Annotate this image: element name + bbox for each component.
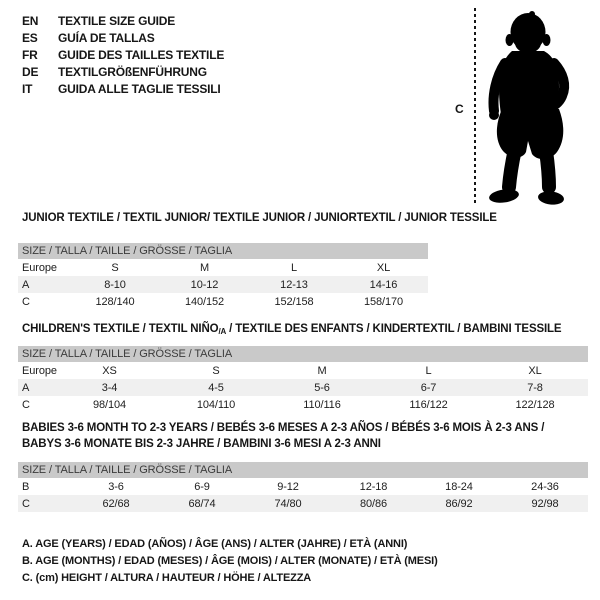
size-cell: M — [317, 364, 327, 377]
babies-title-line: BABIES 3-6 MONTH TO 2-3 YEARS / BEBÉS 3-6 MESES A 2-3 AÑOS / BÉBÉS 3-6 MOIS À 2-3 ANS / — [22, 422, 545, 434]
table-row — [18, 379, 588, 396]
language-title: GUIDE DES TAILLES TEXTILE — [58, 48, 225, 62]
children-title-subscript: /A — [218, 327, 227, 336]
value-cell: 18-24 — [445, 480, 473, 493]
language-code: EN — [22, 14, 39, 28]
value-cell: 116/122 — [409, 398, 448, 411]
value-cell: 10-12 — [190, 278, 219, 291]
size-cell: S — [111, 261, 119, 274]
value-cell: 80/86 — [359, 497, 388, 510]
language-code: IT — [22, 82, 33, 96]
row-label-cell: C — [22, 398, 30, 411]
value-cell: 6-7 — [420, 381, 437, 394]
size-header-bar: SIZE / TALLA / TAILLE / GRÖSSE / TAGLIA — [18, 462, 588, 478]
children-table-grid — [18, 362, 588, 413]
language-title-list — [22, 13, 224, 98]
row-label-cell: B — [22, 480, 30, 493]
size-cell: S — [212, 364, 220, 377]
value-cell: 9-12 — [277, 480, 299, 493]
value-cell: 140/152 — [184, 295, 225, 308]
value-cell: 158/170 — [363, 295, 404, 308]
babies-table-title — [22, 420, 544, 452]
legend-line-height: C. (cm) HEIGHT / ALTURA / HAUTEUR / HÖHE / ALTEZZA — [22, 572, 312, 584]
language-code: DE — [22, 65, 39, 79]
value-cell: 12-13 — [280, 278, 308, 291]
language-title: TEXTILGRÖßENFÜHRUNG — [58, 65, 207, 79]
children-table-title — [22, 321, 561, 338]
row-label-cell: Europe — [22, 364, 57, 377]
value-cell: 12-18 — [359, 480, 388, 493]
value-cell: 122/128 — [515, 398, 555, 411]
size-cell: L — [425, 364, 432, 377]
legend-line-age-months: B. AGE (MONTHS) / EDAD (MESES) / ÂGE (MOIS) / ALTER (MONATE) / ETÀ (MESI) — [22, 555, 438, 567]
language-row — [22, 13, 224, 30]
size-header-bar: SIZE / TALLA / TAILLE / GRÖSSE / TAGLIA — [18, 346, 588, 362]
value-cell: 24-36 — [531, 480, 559, 493]
value-cell: 104/110 — [196, 398, 236, 411]
value-cell: 128/140 — [95, 295, 135, 308]
value-cell: 92/98 — [531, 497, 559, 510]
children-title-part: CHILDREN'S TEXTILE / TEXTIL NIÑO — [22, 323, 219, 335]
language-title: TEXTILE SIZE GUIDE — [58, 14, 176, 28]
language-row — [22, 30, 224, 47]
value-cell: 62/68 — [102, 497, 130, 510]
size-cell: L — [290, 261, 298, 274]
baby-silhouette-icon — [482, 5, 586, 213]
legend-line-age-years: A. AGE (YEARS) / EDAD (AÑOS) / ÂGE (ANS) / ALTER (JAHRE) / ETÀ (ANNI) — [22, 538, 408, 550]
babies-size-table — [18, 462, 588, 512]
row-label-cell: C — [22, 295, 30, 308]
row-label-cell: A — [22, 278, 30, 291]
table-row — [18, 478, 588, 495]
language-title: GUIDA ALLE TAGLIE TESSILI — [58, 82, 221, 96]
height-label: C — [455, 102, 464, 116]
table-row — [18, 276, 428, 293]
size-header-bar: SIZE / TALLA / TAILLE / GRÖSSE / TAGLIA — [18, 243, 428, 259]
junior-table-title: JUNIOR TEXTILE / TEXTIL JUNIOR/ TEXTILE JUNIOR / JUNIORTEXTIL / JUNIOR TESSILE — [22, 212, 497, 224]
value-cell: 14-16 — [369, 278, 398, 291]
value-cell: 3-6 — [108, 480, 124, 493]
value-cell: 5-6 — [314, 381, 330, 394]
value-cell: 152/158 — [274, 295, 314, 308]
junior-size-table — [18, 243, 428, 310]
size-cell: XL — [376, 261, 391, 274]
table-row — [18, 293, 428, 310]
language-code: FR — [22, 48, 38, 62]
value-cell: 98/104 — [92, 398, 127, 411]
language-row — [22, 47, 224, 64]
value-cell: 6-9 — [194, 480, 210, 493]
size-cell: M — [199, 261, 210, 274]
table-row — [18, 495, 588, 512]
value-cell: 74/80 — [274, 497, 302, 510]
junior-table-grid — [18, 259, 428, 310]
language-row — [22, 81, 224, 98]
children-title-part: / TEXTILE DES ENFANTS / KINDERTEXTIL / BAMBINI TESSILE — [226, 323, 562, 335]
height-measure-dashed-line — [474, 8, 476, 204]
language-row — [22, 64, 224, 81]
table-row — [18, 259, 428, 276]
value-cell: 3-4 — [101, 381, 118, 394]
size-cell: XS — [102, 364, 117, 377]
value-cell: 86/92 — [445, 497, 473, 510]
table-row — [18, 396, 588, 413]
table-row — [18, 362, 588, 379]
value-cell: 8-10 — [104, 278, 126, 291]
value-cell: 4-5 — [208, 381, 224, 394]
value-cell: 110/116 — [303, 398, 341, 411]
row-label-cell: Europe — [22, 261, 57, 274]
language-title: GUÍA DE TALLAS — [58, 31, 155, 45]
children-size-table — [18, 346, 588, 413]
value-cell: 68/74 — [188, 497, 216, 510]
babies-title-line: BABYS 3-6 MONATE BIS 2-3 JAHRE / BAMBINI 3-6 MESI A 2-3 ANNI — [22, 438, 381, 450]
language-code: ES — [22, 31, 38, 45]
row-label-cell: A — [22, 381, 30, 394]
size-cell: XL — [528, 364, 542, 377]
legend — [22, 536, 438, 587]
value-cell: 7-8 — [527, 381, 543, 394]
row-label-cell: C — [22, 497, 30, 510]
babies-table-grid — [18, 478, 588, 512]
